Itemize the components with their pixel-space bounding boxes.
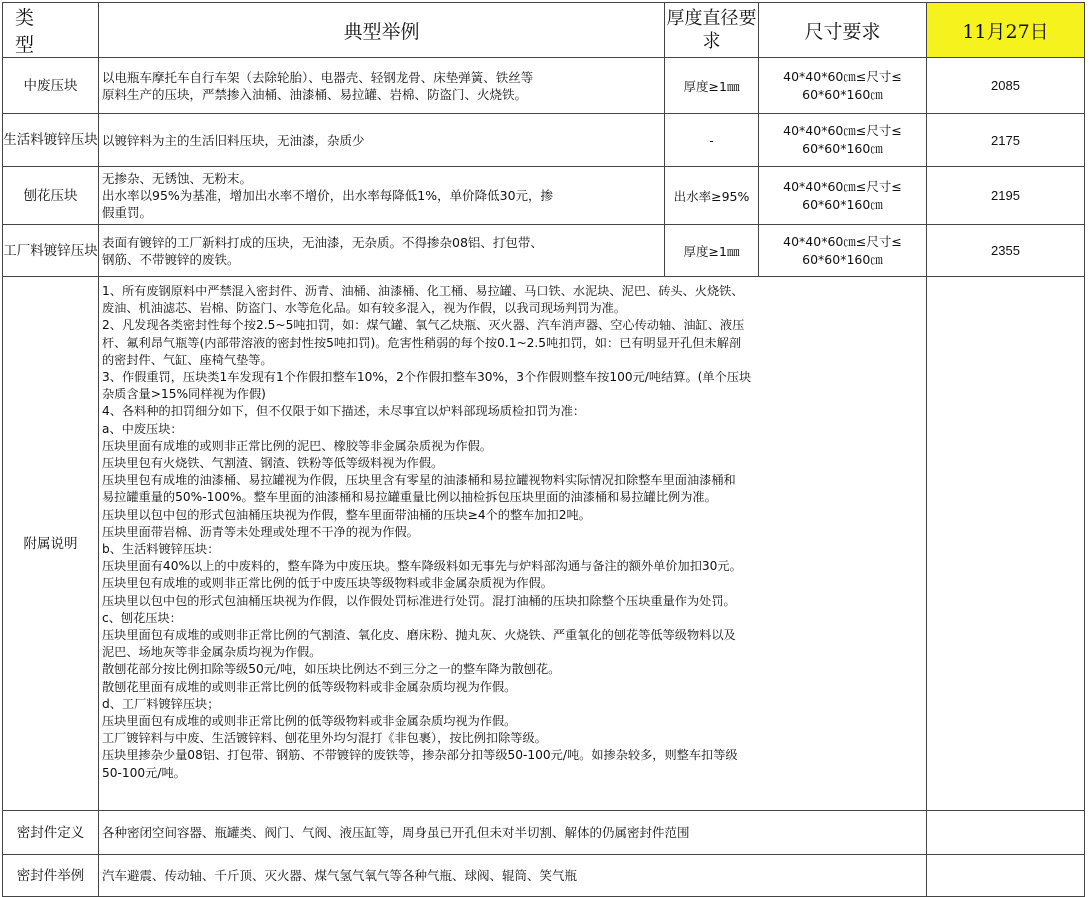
header-type: 类 型	[3, 3, 99, 58]
price-cell: 2085	[927, 58, 1085, 114]
size-cell	[759, 225, 927, 277]
notes-line: 50-100元/吨。	[102, 765, 186, 780]
size-line: 60*60*160㎝	[802, 141, 883, 156]
example-line: 假重罚。	[102, 205, 153, 220]
size-line: 60*60*160㎝	[802, 196, 883, 212]
type-cell: 工厂料镀锌压块	[3, 225, 99, 277]
thickness-cell: 出水率≥95%	[665, 167, 759, 225]
price-cell: 2175	[927, 114, 1085, 167]
notes-line: b、生活料镀锌压块：	[102, 542, 220, 557]
header-thickness: 厚度直径要求	[665, 3, 759, 58]
notes-line: 泥巴、场地灰等非金属杂质均视为作假。	[102, 645, 322, 660]
notes-row	[3, 277, 1085, 811]
notes-line: a、中废压块：	[102, 421, 183, 436]
notes-line: 压块里掺杂少量08铝、打包带、钢筋、不带镀锌的废铁等，掺杂部分扣等级50-100元/吨。如掺杂较多，则整车扣等级	[102, 748, 738, 763]
type-cell: 生活料镀锌压块	[3, 114, 99, 167]
notes-line: 压块里包有成堆的或则非正常比例的低于中废压块等级物料或非金属杂质视为作假。	[102, 576, 553, 591]
notes-line: 散刨花里面有成堆的或则非正常比例的低等级物料或非金属杂质均视为作假。	[102, 679, 517, 694]
notes-line: 压块里包有火烧铁、气割渣、钢渣、铁粉等低等级料视为作假。	[102, 456, 444, 471]
example-line: 出水率以95%为基准，增加出水率不增价，出水率每降低1%，单价降低30元，掺	[102, 188, 554, 203]
notes-line: 压块里面带岩棉、沥青等未处理或处理不干净的视为作假。	[102, 524, 419, 539]
header-date: 11月27日	[927, 3, 1085, 58]
seal-examples-text: 汽车避震、传动轴、千斤顶、灭火器、煤气氢气氧气等各种气瓶、球阀、辊筒、笑气瓶	[99, 855, 927, 897]
size-cell	[759, 58, 927, 114]
example-cell	[99, 114, 665, 167]
size-cell	[759, 114, 927, 167]
notes-line: 1、所有废钢原料中严禁混入密封件、沥青、油桶、油漆桶、化工桶、易拉罐、马口铁、水泥块、泥巴、砖头、火烧铁、	[102, 284, 744, 298]
price-cell: 2195	[927, 167, 1085, 225]
table-row	[3, 58, 1085, 114]
example-line: 以电瓶车摩托车自行车架（去除轮胎）、电器壳、轻钢龙骨、床垫弹簧、铁丝等	[102, 69, 534, 85]
notes-line: 2、凡发现各类密封性每个按2.5~5吨扣罚，如：煤气罐、氧气乙炔瓶、灭火器、汽车消声器、空心传动轴、油缸、液压	[102, 318, 745, 333]
size-line: 40*40*60㎝≤尺寸≤	[783, 68, 902, 84]
notes-line: 压块里面有40%以上的中废料的，整车降为中废压块。整车降级料如无事先与炉料部沟通与备注的额外单价加扣30元。	[102, 559, 742, 574]
header-row	[3, 3, 1085, 58]
notes-line: 压块里面有成堆的或则非正常比例的泥巴、橡胶等非金属杂质视为作假。	[102, 438, 492, 453]
notes-lines	[102, 283, 923, 782]
thickness-cell: 厚度≥1㎜	[665, 58, 759, 114]
price-table	[2, 2, 1085, 897]
table-row	[3, 114, 1085, 167]
table-row	[3, 167, 1085, 225]
seal-examples-label: 密封件举例	[3, 855, 99, 897]
header-example: 典型举例	[99, 3, 665, 58]
notes-line: 散刨花部分按比例扣除等级50元/吨，如压块比例达不到三分之一的整车降为散刨花。	[102, 662, 561, 677]
size-line: 40*40*60㎝≤尺寸≤	[783, 123, 902, 138]
notes-line: 工厂镀锌料与中废、生活镀锌料、刨花里外均匀混打《非包裹），按比例扣除等级。	[102, 731, 547, 746]
size-line: 40*40*60㎝≤尺寸≤	[783, 178, 902, 194]
price-cell: 2355	[927, 225, 1085, 277]
size-line: 40*40*60㎝≤尺寸≤	[783, 233, 902, 249]
type-cell: 中废压块	[3, 58, 99, 114]
notes-line: 压块里面包有成堆的或则非正常比例的气割渣、氧化皮、磨床粉、抛丸灰、火烧铁、严重氧化的刨花等低等级物料以及	[102, 628, 736, 643]
notes-line: d、工厂料镀锌压块；	[102, 696, 220, 711]
example-cell	[99, 225, 665, 277]
example-line: 钢筋、不带镀锌的废铁。	[102, 251, 240, 267]
thickness-cell: 厚度≥1㎜	[665, 225, 759, 277]
notes-cell	[99, 277, 927, 811]
type-cell: 刨花压块	[3, 167, 99, 225]
notes-line: 4、各料种的扣罚细分如下，但不仅限于如下描述，未尽事宜以炉料部现场质检扣罚为准：	[102, 404, 586, 419]
seal-examples-price-cell	[927, 855, 1085, 897]
seal-def-row	[3, 811, 1085, 855]
size-line: 60*60*160㎝	[802, 251, 883, 267]
example-cell	[99, 167, 665, 225]
table-row	[3, 225, 1085, 277]
notes-line: 压块里以包中包的形式包油桶压块视为作假，整车里面带油桶的压块≥4个的整车加扣2吨。	[102, 507, 591, 522]
example-line: 原料生产的压块，严禁掺入油桶、油漆桶、易拉罐、岩棉、防盗门、火烧铁。	[102, 86, 528, 102]
example-line: 以镀锌料为主的生活旧料压块，无油漆，杂质少	[102, 132, 365, 148]
seal-examples-row	[3, 855, 1085, 897]
header-size: 尺寸要求	[759, 3, 927, 58]
notes-line: 3、作假重罚，压块类1车发现有1个作假扣整车10%，2个作假扣整车30%，3个作假则整车按100元/吨结算。(单个压块	[102, 370, 752, 385]
seal-def-price-cell	[927, 811, 1085, 855]
notes-line: 易拉罐重量的50%-100%。整车里面的油漆桶和易拉罐重量比例以抽检拆包压块里面的油漆桶和易拉罐比例为准。	[102, 490, 717, 505]
example-cell	[99, 58, 665, 114]
notes-line: 废油、机油滤芯、岩棉、防盗门、水等危化品。如有较多混入，视为作假，以我司现场判罚为准。	[102, 301, 627, 316]
example-line: 表面有镀锌的工厂新料打成的压块，无油漆，无杂质。不得掺杂08铝、打包带、	[102, 234, 543, 250]
seal-def-label: 密封件定义	[3, 811, 99, 855]
thickness-cell: -	[665, 114, 759, 167]
notes-line: 的密封件、气缸、座椅气垫等。	[102, 352, 273, 367]
size-line: 60*60*160㎝	[802, 86, 883, 102]
notes-line: 压块里面包有成堆的或则非正常比例的低等级物料或非金属杂质均视为作假。	[102, 714, 517, 729]
notes-line: 杂质含量>15%同样视为作假)	[102, 387, 266, 402]
seal-def-text: 各种密闭空间容器、瓶罐类、阀门、气阀、液压缸等，周身虽已开孔但未对半切割、解体的仍属密封件范围	[99, 811, 927, 855]
notes-line: 压块里包有成堆的油漆桶、易拉罐视为作假，压块里含有零星的油漆桶和易拉罐视物料实际情况扣除整车里面油漆桶和	[102, 473, 736, 488]
example-line: 无掺杂、无锈蚀、无粉末。	[102, 171, 253, 186]
notes-line: 压块里以包中包的形式包油桶压块视为作假，以作假处罚标准进行处罚。混打油桶的压块扣除整个压块重量作为处罚。	[102, 593, 736, 608]
notes-line: c、刨花压块：	[102, 610, 182, 625]
notes-line: 杆、氟利昂气瓶等(内部带溶液的密封性按5吨扣罚)。危害性稍弱的每个按0.1~2.5吨扣罚，如：已有明显开孔但未解剖	[102, 335, 742, 350]
size-cell	[759, 167, 927, 225]
notes-price-cell	[927, 277, 1085, 811]
notes-label: 附属说明	[3, 277, 99, 811]
